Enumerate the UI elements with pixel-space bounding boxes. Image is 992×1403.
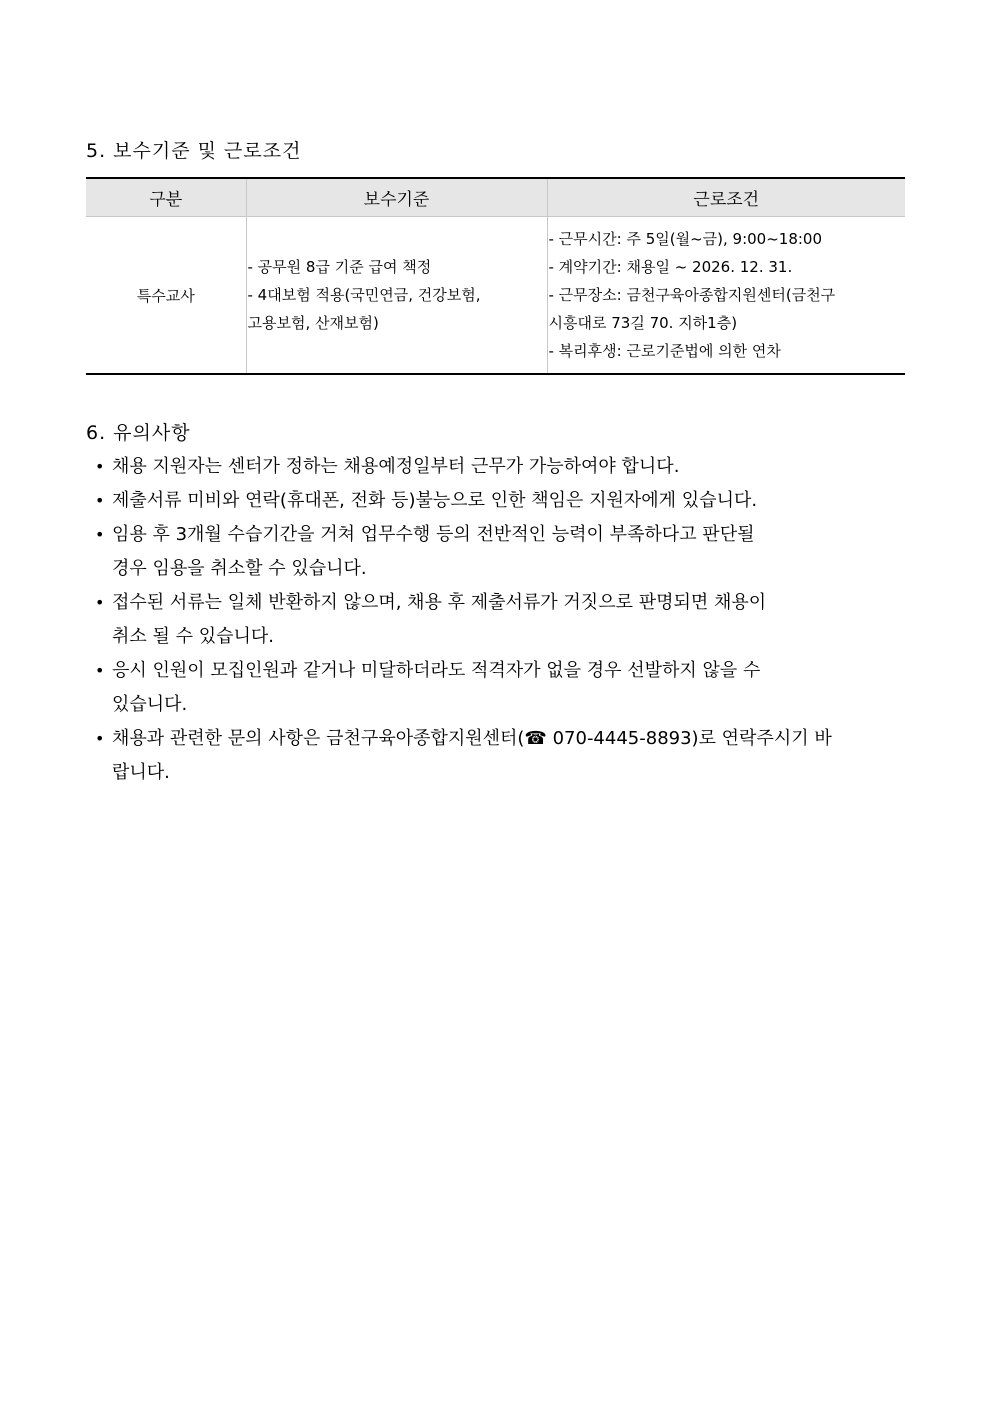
list-item xyxy=(93,654,908,722)
header-conditions: 근로조건 xyxy=(547,178,905,217)
condition-line: - 근무시간: 주 5일(월~금), 9:00~18:00 xyxy=(548,230,823,248)
table-row xyxy=(86,217,905,375)
condition-line: - 계약기간: 채용일 ~ 2026. 12. 31. xyxy=(548,258,793,276)
notes-list xyxy=(93,450,908,790)
bullet-icon: • xyxy=(95,525,105,544)
condition-line: 시흥대로 73길 70. 지하1층) xyxy=(548,314,738,332)
section-5-title: 5. 보수기준 및 근로조건 xyxy=(86,140,302,162)
note-line: 응시 인원이 모집인원과 같거나 미달하더라도 적격자가 없을 경우 선발하지 않을 수 xyxy=(112,660,761,681)
list-item xyxy=(93,450,908,484)
note-line: 랍니다. xyxy=(112,762,170,783)
cell-category: 특수교사 xyxy=(86,217,246,375)
list-item xyxy=(93,518,908,586)
note-line: 경우 임용을 취소할 수 있습니다. xyxy=(112,558,367,579)
pay-line: - 4대보험 적용(국민연금, 건강보험, xyxy=(247,286,481,304)
pay-line: - 공무원 8급 기준 급여 책정 xyxy=(247,258,432,276)
note-line: 채용과 관련한 문의 사항은 금천구육아종합지원센터(☎ 070-4445-8893)로 연락주시기 바 xyxy=(112,728,832,749)
list-item xyxy=(93,484,908,518)
note-line: 채용 지원자는 센터가 정하는 채용예정일부터 근무가 가능하여야 합니다. xyxy=(112,456,680,477)
pay-line: 고용보험, 산재보험) xyxy=(247,314,379,332)
section-6-title: 6. 유의사항 xyxy=(86,422,191,444)
header-category: 구분 xyxy=(86,178,246,217)
note-line: 임용 후 3개월 수습기간을 거쳐 업무수행 등의 전반적인 능력이 부족하다고 판단될 xyxy=(112,524,755,545)
bullet-icon: • xyxy=(95,729,105,748)
note-line: 취소 될 수 있습니다. xyxy=(112,626,274,647)
pay-conditions-table xyxy=(86,177,905,375)
bullet-icon: • xyxy=(95,593,105,612)
bullet-icon: • xyxy=(95,491,105,510)
note-line: 접수된 서류는 일체 반환하지 않으며, 채용 후 제출서류가 거짓으로 판명되면 채용이 xyxy=(112,592,767,613)
list-item xyxy=(93,722,908,790)
condition-line: - 근무장소: 금천구육아종합지원센터(금천구 xyxy=(548,286,836,304)
note-line: 제출서류 미비와 연락(휴대폰, 전화 등)불능으로 인한 책임은 지원자에게 있습니다. xyxy=(112,490,758,511)
list-item xyxy=(93,586,908,654)
condition-line: - 복리후생: 근로기준법에 의한 연차 xyxy=(548,342,781,360)
note-line: 있습니다. xyxy=(112,694,188,715)
cell-conditions xyxy=(547,217,905,375)
bullet-icon: • xyxy=(95,457,105,476)
header-pay: 보수기준 xyxy=(246,178,547,217)
table-header-row xyxy=(86,178,905,217)
cell-pay xyxy=(246,217,547,375)
bullet-icon: • xyxy=(95,661,105,680)
